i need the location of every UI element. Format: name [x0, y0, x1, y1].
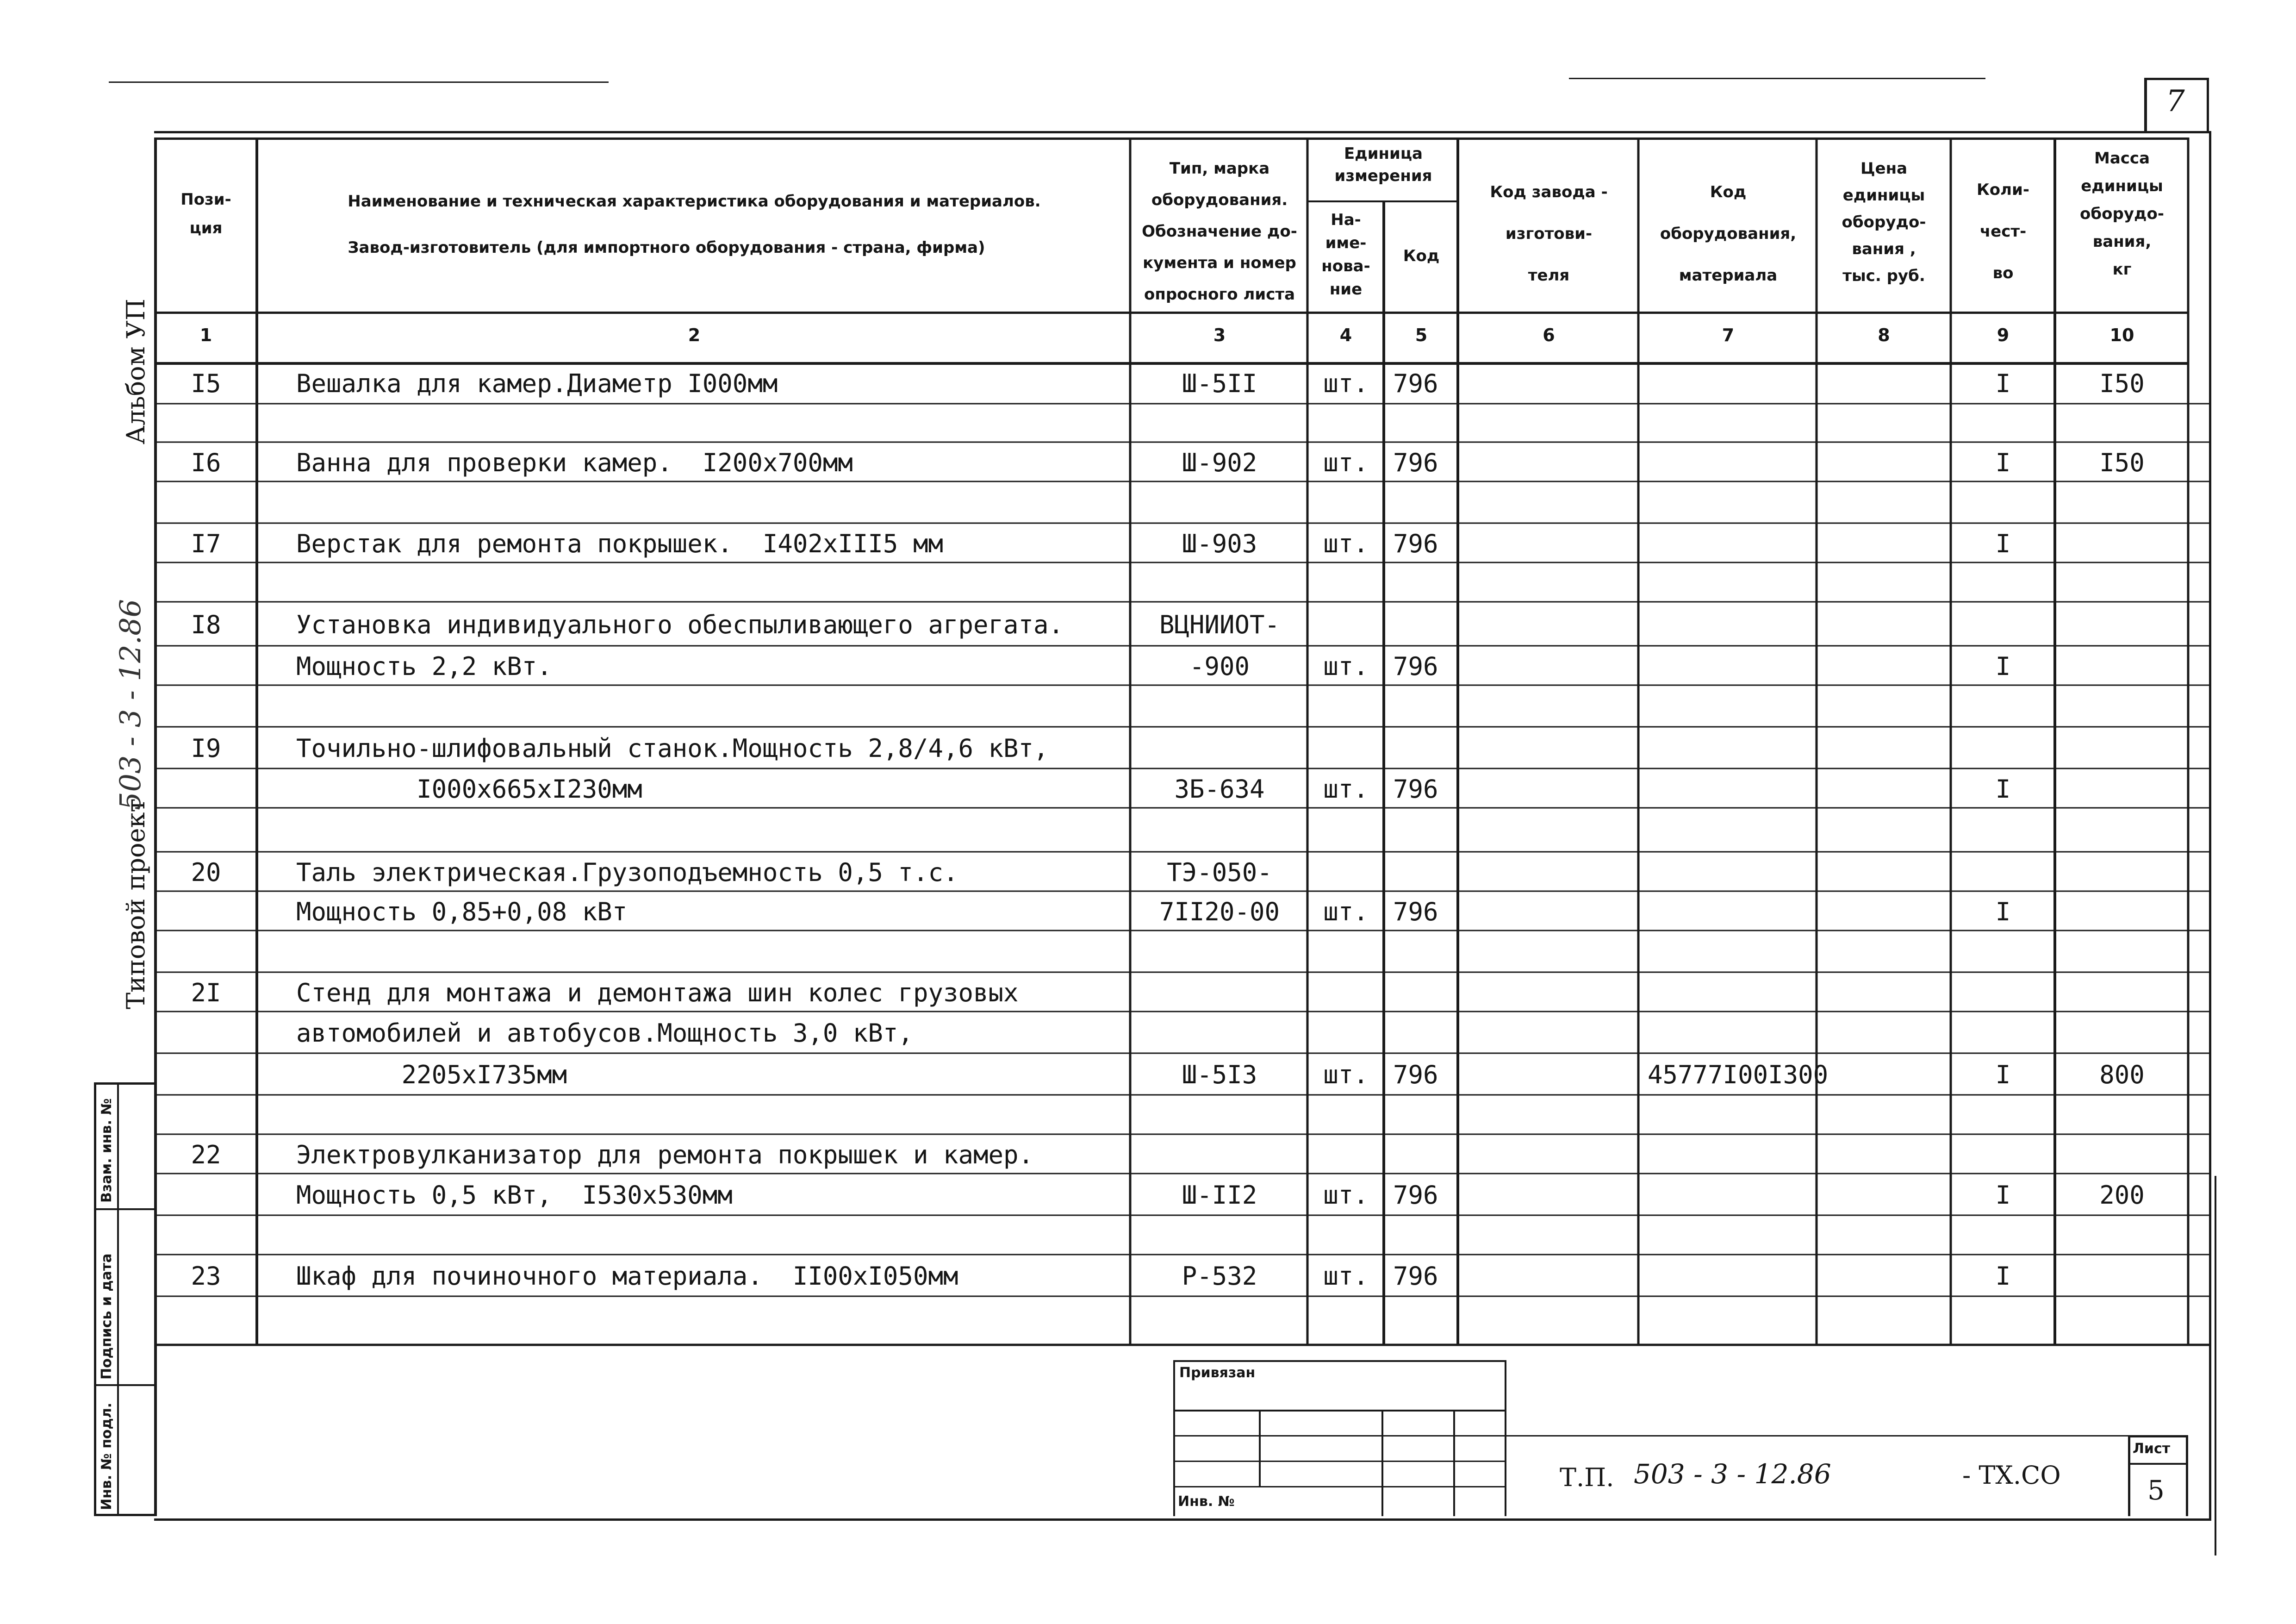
- row-mass: 200: [2099, 1181, 2145, 1210]
- row-unit-code: 796: [1393, 897, 1438, 926]
- col-header-name: Наименование и техническая характеристика оборудования и материалов. Завод-изготовитель (для импортного оборудования - страна, фирма): [348, 192, 1041, 257]
- table-row: [0, 768, 2296, 808]
- sheet-number: 5: [2147, 1474, 2165, 1506]
- col-number-2: 2: [688, 325, 701, 345]
- table-row: [0, 602, 2296, 646]
- row-position: 23: [191, 1262, 221, 1291]
- row-quantity: I: [1995, 529, 2011, 558]
- row-unit-code: 796: [1393, 775, 1438, 804]
- sheet-label: Лист: [2133, 1441, 2171, 1457]
- stamp-inv-podl: Инв. № подл.: [99, 1402, 115, 1510]
- col-header-mass: Масса единицы оборудо- вания, кг: [2080, 149, 2164, 279]
- table-row: [0, 1012, 2296, 1053]
- row-name: Мощность 0,5 кВт, I530х530мм: [296, 1181, 733, 1210]
- table-row: [0, 646, 2296, 685]
- row-name: Верстак для ремонта покрышек. I402хIII5 мм: [296, 529, 943, 558]
- row-quantity: I: [1995, 1181, 2011, 1210]
- row-name: Таль электрическая.Грузоподъемность 0,5 т.с.: [296, 858, 958, 887]
- row-unit-code: 796: [1393, 1262, 1438, 1291]
- table-row: [0, 1255, 2296, 1296]
- row-unit-code: 796: [1393, 652, 1438, 681]
- row-mass: I50: [2099, 448, 2145, 477]
- col-number-4: 4: [1339, 325, 1352, 345]
- row-name: Шкаф для починочного материала. II00хI050мм: [296, 1262, 958, 1291]
- corner-sheet-number: 7: [2166, 84, 2185, 119]
- row-quantity: I: [1995, 1262, 2011, 1291]
- col-number-6: 6: [1543, 325, 1555, 345]
- row-unit-name: шт.: [1323, 897, 1369, 926]
- row-type: Ш-903: [1182, 529, 1257, 558]
- row-unit-name: шт.: [1323, 369, 1369, 398]
- row-name: Электровулканизатор для ремонта покрышек и камер.: [296, 1140, 1034, 1169]
- stamp-podpis-data: Подпись и дата: [99, 1253, 115, 1380]
- row-quantity: I: [1995, 775, 2011, 804]
- table-row: [0, 404, 2296, 442]
- row-unit-code: 796: [1393, 1060, 1438, 1089]
- album-label: Альбом УП: [121, 299, 150, 444]
- project-prefix-label: Типовой проект: [121, 798, 150, 1009]
- row-name: автомобилей и автобусов.Мощность 3,0 кВт,: [296, 1018, 913, 1048]
- col-number-8: 8: [1878, 325, 1890, 345]
- designation-prefix: Т.П.: [1560, 1463, 1614, 1492]
- row-type: -900: [1189, 652, 1250, 681]
- col-header-type: Тип, марка оборудования. Обозначение до- кумента и номер опросного листа: [1142, 159, 1297, 304]
- row-unit-name: шт.: [1323, 1181, 1369, 1210]
- row-name: Точильно-шлифовальный станок.Мощность 2,8/4,6 кВт,: [296, 734, 1049, 763]
- privyazan-label: Привязан: [1179, 1365, 1256, 1381]
- row-type: Ш-5II: [1182, 369, 1257, 398]
- row-equipment-code: 45777I00I300: [1648, 1060, 1829, 1089]
- row-type: Ш-II2: [1182, 1181, 1257, 1210]
- col-number-10: 10: [2109, 325, 2134, 345]
- row-name: Вешалка для камер.Диаметр I000мм: [296, 369, 778, 398]
- row-type: ТЭ-050-: [1167, 858, 1272, 887]
- col-number-1: 1: [199, 325, 212, 345]
- row-position: 22: [191, 1140, 221, 1169]
- col-number-9: 9: [1997, 325, 2010, 345]
- row-name: 2205хI735мм: [296, 1060, 567, 1089]
- row-position: I7: [191, 529, 221, 558]
- col-header-equipment-code: Код оборудования, материала: [1660, 183, 1797, 285]
- table-row: [0, 1215, 2296, 1255]
- privyazan-box: [1173, 1360, 1506, 1516]
- row-unit-code: 796: [1393, 448, 1438, 477]
- row-position: I5: [191, 369, 221, 398]
- row-type: 3Б-634: [1174, 775, 1265, 804]
- row-quantity: I: [1995, 897, 2011, 926]
- row-name: Стенд для монтажа и демонтажа шин колес грузовых: [296, 978, 1019, 1007]
- col-header-unit-group: Единица измерения: [1334, 144, 1432, 185]
- row-quantity: I: [1995, 1060, 2011, 1089]
- table-row: [0, 523, 2296, 562]
- project-number-handwritten: 503 - 3 - 12.86: [113, 599, 147, 810]
- table-row: [0, 1296, 2296, 1345]
- table-row: [0, 442, 2296, 481]
- table-row: [0, 362, 2296, 404]
- row-position: I9: [191, 734, 221, 763]
- row-type: Ш-902: [1182, 448, 1257, 477]
- row-unit-name: шт.: [1323, 652, 1369, 681]
- inv-no-label: Инв. №: [1178, 1493, 1235, 1510]
- table-row: [0, 1134, 2296, 1174]
- row-type: Р-532: [1182, 1262, 1257, 1291]
- table-row: [0, 727, 2296, 768]
- col-header-factory-code: Код завода - изготови- теля: [1490, 183, 1608, 285]
- row-type: Ш-5I3: [1182, 1060, 1257, 1089]
- row-position: I8: [191, 610, 221, 639]
- row-name: I000х665хI230мм: [296, 775, 642, 804]
- row-unit-code: 796: [1393, 1181, 1438, 1210]
- table-row: [0, 931, 2296, 972]
- col-number-5: 5: [1415, 325, 1428, 345]
- row-unit-name: шт.: [1323, 1060, 1369, 1089]
- table-row: [0, 685, 2296, 727]
- table-row: [0, 481, 2296, 523]
- row-quantity: I: [1995, 369, 2011, 398]
- col-header-unit-name: На- име- нова- ние: [1321, 211, 1370, 299]
- table-row: [0, 808, 2296, 852]
- row-unit-name: шт.: [1323, 448, 1369, 477]
- designation-handwritten: 503 - 3 - 12.86: [1634, 1458, 1831, 1490]
- table-row: [0, 1053, 2296, 1095]
- row-name: Установка индивидуального обеспыливающего агрегата.: [296, 610, 1064, 639]
- row-name: Мощность 0,85+0,08 кВт: [296, 897, 628, 926]
- row-position: I6: [191, 448, 221, 477]
- designation-suffix: - ТХ.СО: [1962, 1461, 2061, 1490]
- table-row: [0, 562, 2296, 602]
- col-number-7: 7: [1722, 325, 1735, 345]
- row-name: Мощность 2,2 кВт.: [296, 652, 552, 681]
- table-row: [0, 852, 2296, 891]
- row-unit-code: 796: [1393, 529, 1438, 558]
- row-unit-code: 796: [1393, 369, 1438, 398]
- row-mass: 800: [2099, 1060, 2145, 1089]
- row-mass: I50: [2099, 369, 2145, 398]
- row-position: 20: [191, 858, 221, 887]
- stamp-vzam-inv: Взам. инв. №: [99, 1098, 115, 1203]
- col-header-quantity: Коли- чест- во: [1977, 181, 2029, 282]
- table-row: [0, 1095, 2296, 1134]
- row-position: 2I: [191, 978, 221, 1007]
- table-row: [0, 891, 2296, 931]
- col-header-position: Пози- ция: [180, 190, 231, 237]
- row-name: Ванна для проверки камер. I200х700мм: [296, 448, 853, 477]
- row-unit-name: шт.: [1323, 529, 1369, 558]
- row-type: 7II20-00: [1159, 897, 1280, 926]
- row-quantity: I: [1995, 448, 2011, 477]
- table-row: [0, 1174, 2296, 1215]
- row-unit-name: шт.: [1323, 775, 1369, 804]
- row-unit-name: шт.: [1323, 1262, 1369, 1291]
- row-type: ВЦНИИОТ-: [1159, 610, 1280, 639]
- col-header-price: Цена единицы оборудо- вания , тыс. руб.: [1842, 159, 1926, 285]
- row-quantity: I: [1995, 652, 2011, 681]
- col-header-unit-code: Код: [1403, 247, 1440, 265]
- table-row: [0, 972, 2296, 1012]
- col-number-3: 3: [1213, 325, 1226, 345]
